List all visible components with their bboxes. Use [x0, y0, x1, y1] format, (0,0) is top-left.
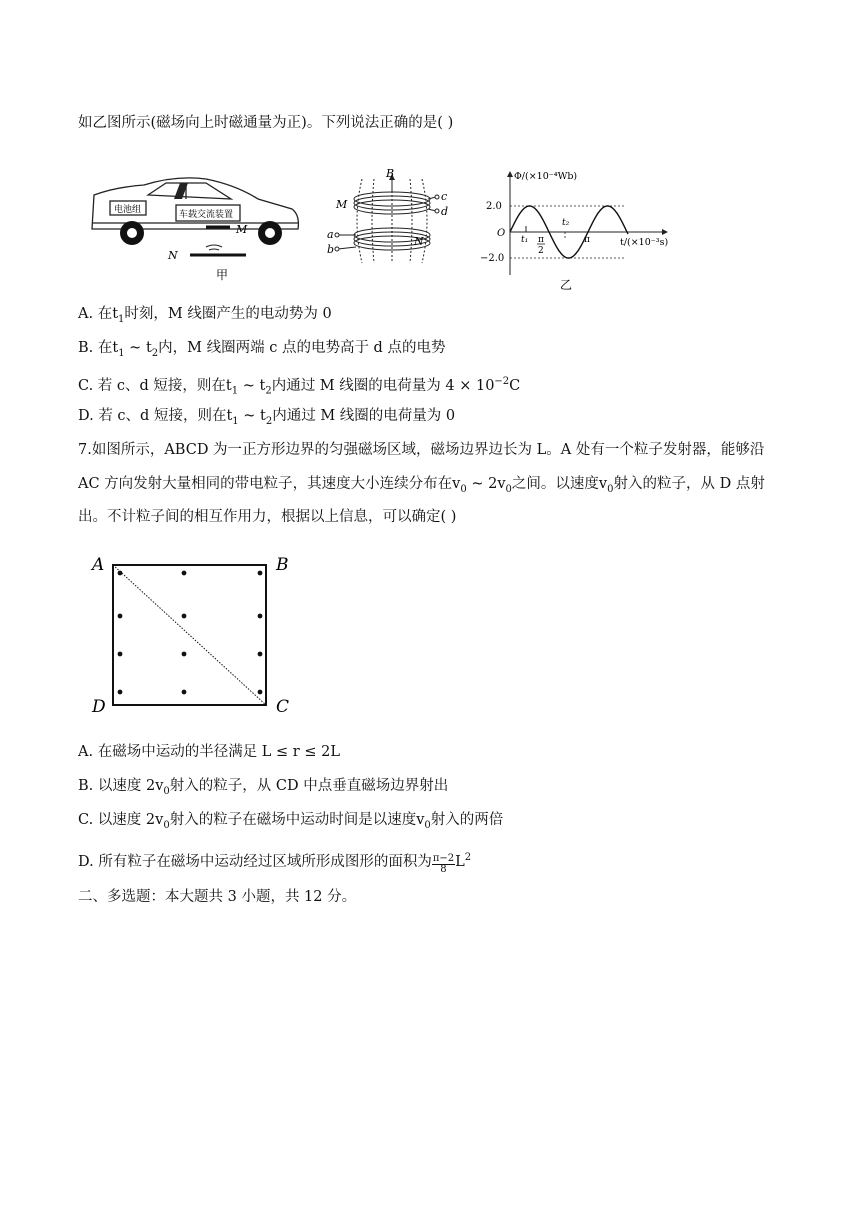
battery-label: 电池组 [114, 205, 142, 215]
graph-label-pi: π [584, 235, 590, 245]
graph-origin: O [497, 228, 506, 239]
graph-tick-neg: −2.0 [480, 253, 505, 264]
car-figure [86, 165, 316, 285]
figure-caption-yi: 乙 [560, 278, 573, 290]
q7-option-b: B. 以速度 $2v_0$射入的粒子，从 CD 中点垂直磁场边界射出 [78, 778, 449, 797]
coil-label-c: c [441, 190, 448, 203]
q6-option-b: B. 在$t_1$ ~ $t_2$内，M 线圈两端 c 点的电势高于 d 点的电势 [78, 340, 446, 359]
field-dot [182, 571, 187, 576]
q6-option-a: A. 在$t_1$时刻，M 线圈产生的电动势为 0 [78, 306, 332, 325]
field-dot [258, 614, 263, 619]
field-dot [258, 571, 263, 576]
q7-option-a: A. 在磁场中运动的半径满足 L ≤ r ≤ 2L [78, 744, 340, 760]
q7-option-d: D. 所有粒子在磁场中运动经过区域所形成图形的面积为 $\frac{\pi-2}{8}$ $L^2$ [78, 852, 472, 875]
field-dot [118, 690, 123, 695]
graph-label-pi-half-den: 2 [538, 246, 544, 256]
field-dot [118, 571, 123, 576]
area-fraction: $\frac{\pi-2}{8}$ [432, 852, 455, 875]
coil-label-b-field: B [386, 167, 395, 180]
field-dot [258, 690, 263, 695]
coil-label-m: M [336, 198, 348, 211]
graph-tick-pos: 2.0 [486, 201, 502, 212]
coil-figure [322, 165, 452, 265]
field-dot [182, 690, 187, 695]
corner-label-c: C [276, 697, 290, 717]
square-field-figure [88, 550, 298, 720]
figure-caption-jia: 甲 [216, 268, 229, 282]
coil-label-b: b [327, 243, 335, 256]
corner-label-b: B [276, 555, 289, 575]
graph-label-t2: t₂ [562, 218, 570, 228]
graph-x-axis-label: t/(×10⁻³s) [620, 237, 669, 248]
graph-y-axis-label: Φ/(×10⁻⁴Wb) [514, 171, 578, 182]
coil-label-d: d [441, 205, 449, 218]
q7-stem-line3: 出。不计粒子间的相互作用力，根据以上信息，可以确定( ) [78, 509, 457, 525]
field-dot [118, 652, 123, 657]
flux-graph [476, 165, 676, 290]
field-dot [258, 652, 263, 657]
q7-stem-line1: 7.如图所示，ABCD 为一正方形边界的匀强磁场区域，磁场边界边长为 L。A 处有一个粒子发射器，能够沿 [78, 442, 765, 458]
q7-stem-line2: AC 方向发射大量相同的带电粒子，其速度大小连续分布在$v_0$ ~ $2v_0$之间。以速度$v_0$射入的粒子，从 D 点射 [78, 476, 765, 495]
field-dot [182, 652, 187, 657]
corner-label-d: D [92, 697, 106, 717]
coil-label-a: a [327, 228, 334, 241]
q6-option-c: C. 若 c、d 短接，则在$t_1$ ~ $t_2$内通过 M 线圈的电荷量为 $4 \times 10^{-2}C$ [78, 376, 521, 397]
q6-option-d: D. 若 c、d 短接，则在$t_1$ ~ $t_2$内通过 M 线圈的电荷量为 0 [78, 408, 456, 427]
section-heading-multi-choice: 二、多选题：本大题共 3 小题，共 12 分。 [78, 889, 357, 905]
coil-label-n: N [414, 235, 424, 248]
car-label-n: N [168, 249, 178, 262]
device-label: 车载交流装置 [179, 210, 234, 220]
car-label-m: M [236, 223, 248, 236]
intro-line: 如乙图所示(磁场向上时磁通量为正)。下列说法正确的是( ) [78, 115, 454, 131]
corner-label-a: A [92, 555, 105, 575]
q7-option-c: C. 以速度 $2v_0$射入的粒子在磁场中运动时间是以速度$v_0$射入的两倍 [78, 812, 504, 831]
field-dot [118, 614, 123, 619]
graph-label-pi-half-num: π [538, 235, 544, 245]
graph-label-t1: t₁ [521, 235, 529, 245]
field-dot [182, 614, 187, 619]
